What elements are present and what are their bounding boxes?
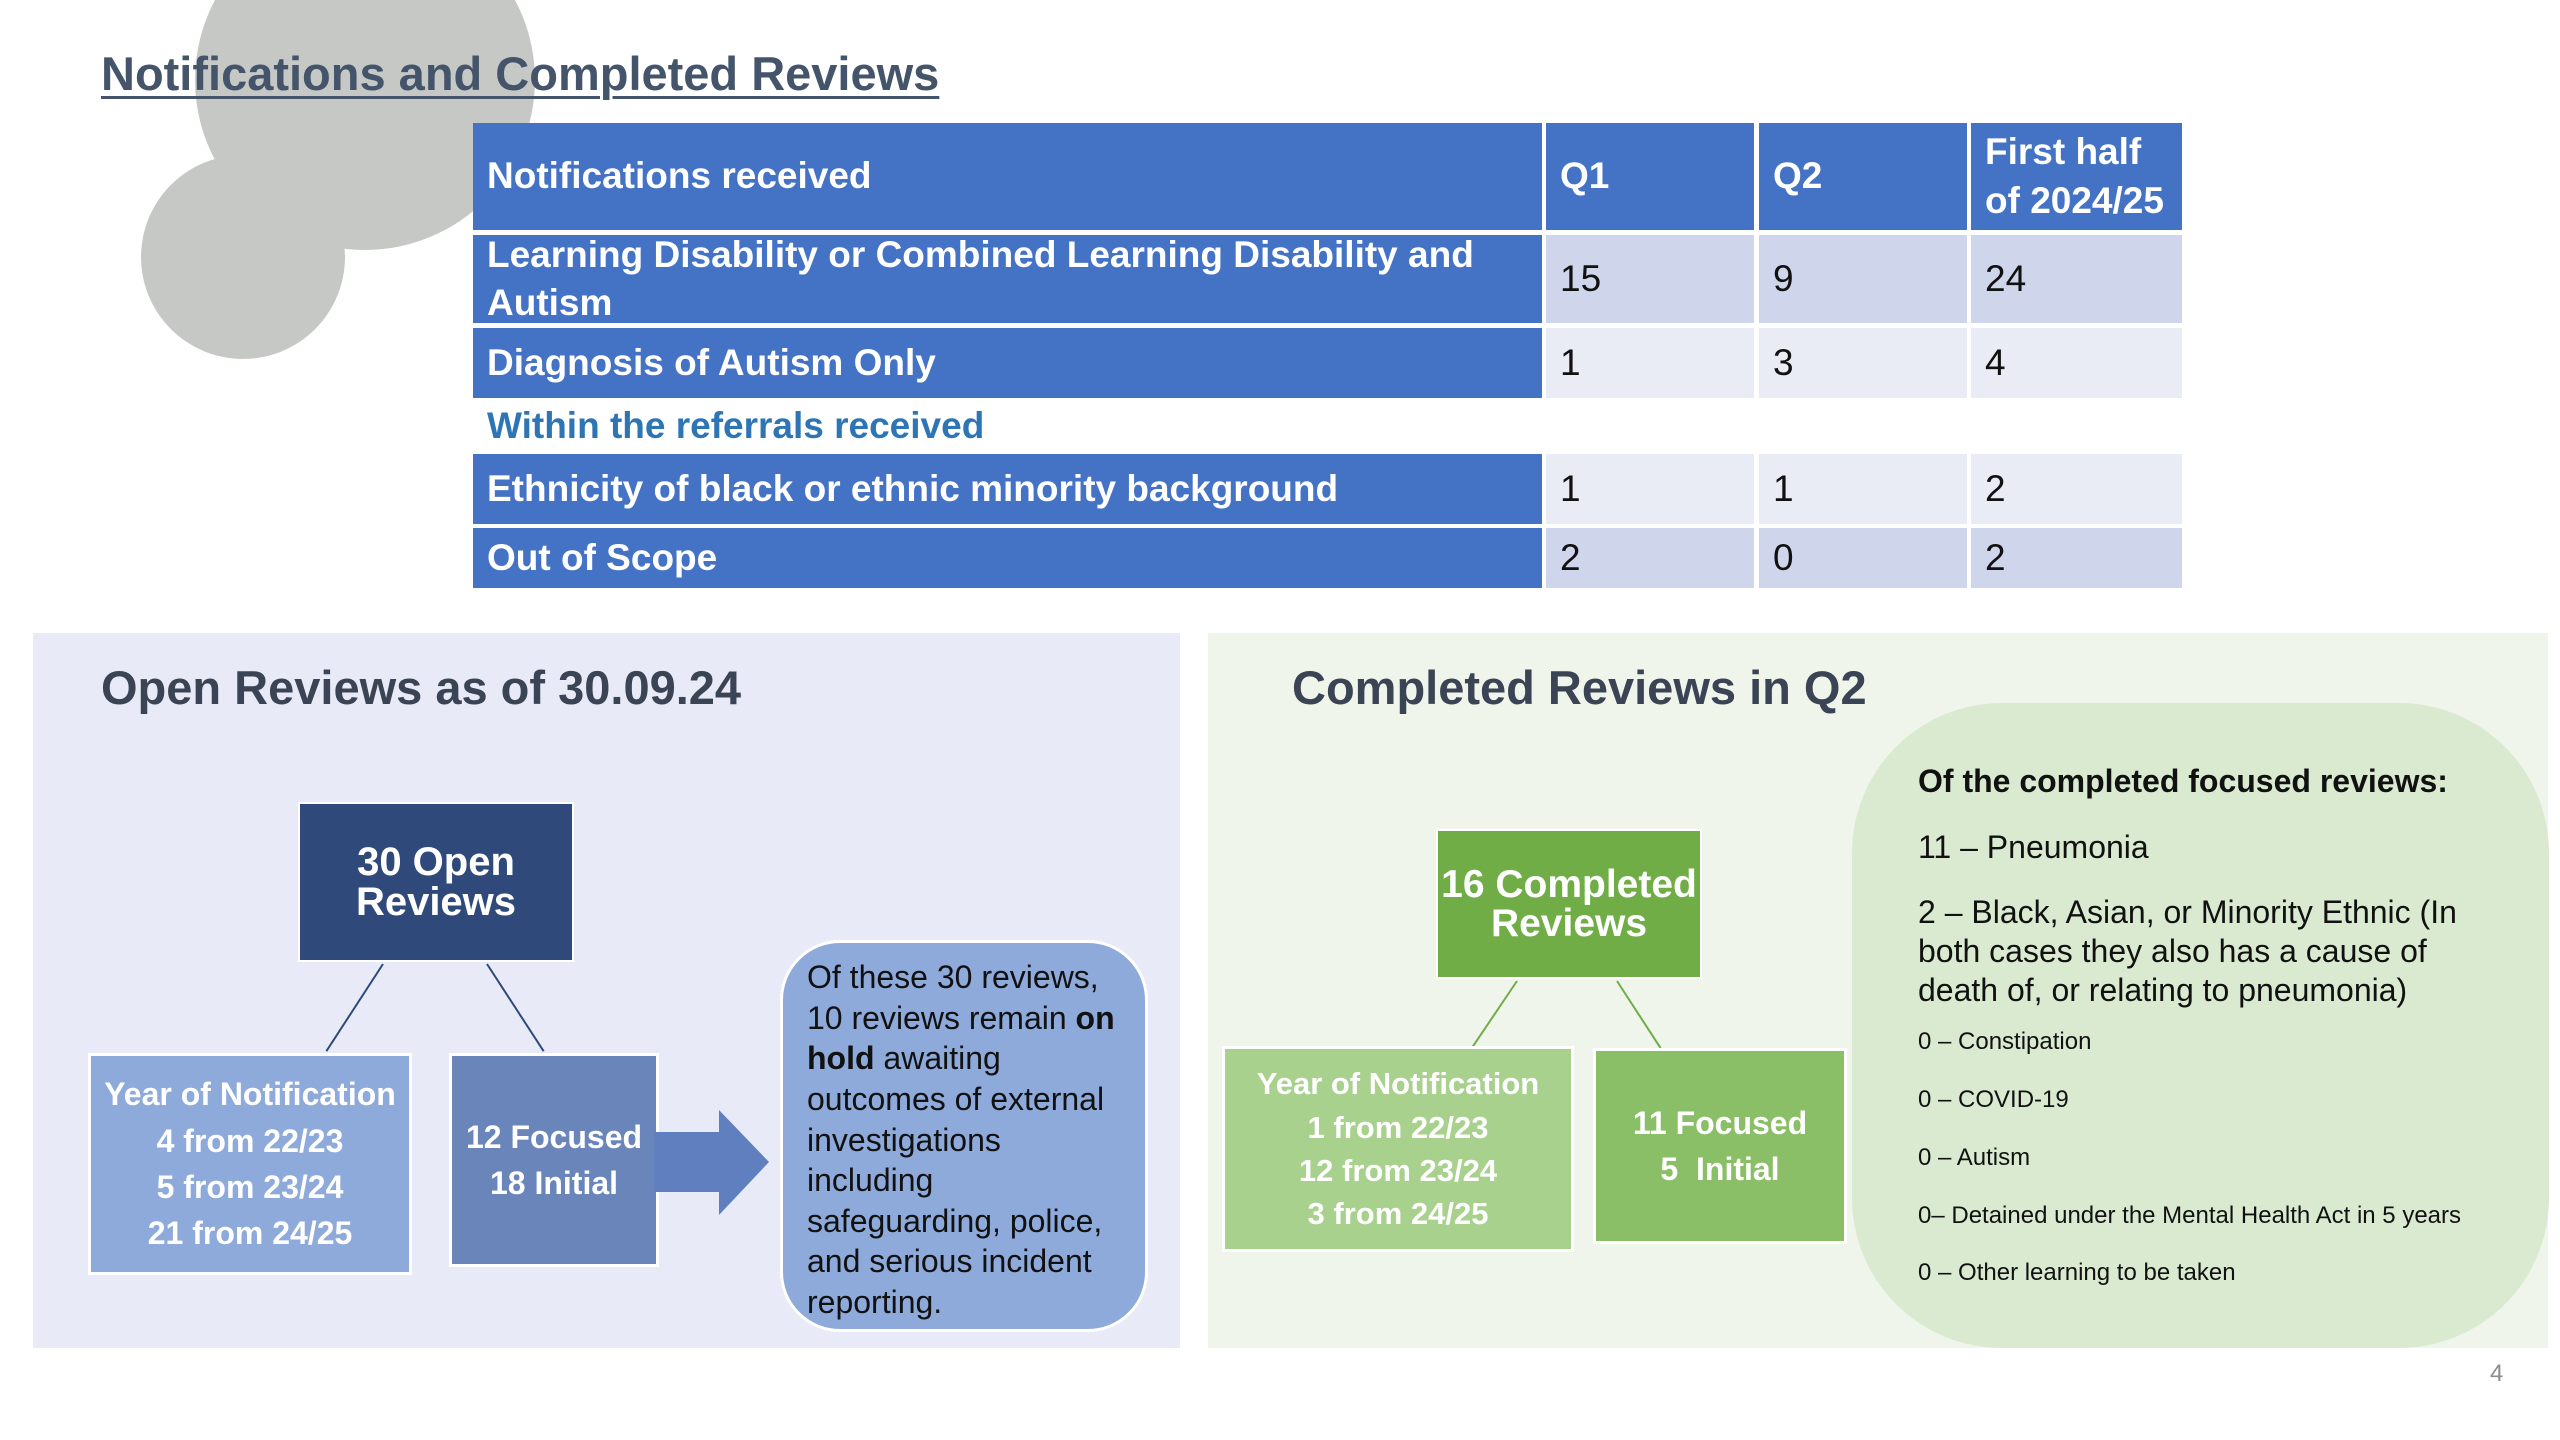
focused-count: 12 Focused <box>465 1118 643 1155</box>
table-cell-half: 2 <box>1971 454 2182 524</box>
note-item: 0– Detained under the Mental Health Act in 5 years <box>1918 1201 2461 1229</box>
note-text: Of these 30 reviews, 10 reviews remain <box>807 959 1099 1036</box>
completed-reviews-main-box <box>1436 829 1702 979</box>
right-arrow-icon <box>654 1110 769 1215</box>
completed-reviews-count: 16 Completed Reviews <box>1441 863 1697 945</box>
open-type-box <box>449 1053 659 1267</box>
year-line: 4 from 22/23 <box>156 1122 344 1159</box>
table-header-q2: Q2 <box>1759 123 1967 230</box>
decorative-circle-small <box>141 155 345 359</box>
table-cell-q2: 0 <box>1759 528 1967 588</box>
year-line: 3 from 24/25 <box>1307 1196 1489 1232</box>
year-line: 1 from 22/23 <box>1307 1109 1489 1145</box>
table-cell-q1: 1 <box>1546 454 1754 524</box>
note-item: 0 – Autism <box>1918 1143 2031 1171</box>
table-subheading: Within the referrals received <box>487 404 985 446</box>
completed-type-box <box>1593 1048 1847 1244</box>
note-item: 0 – Constipation <box>1918 1028 2092 1056</box>
open-year-box <box>88 1053 412 1275</box>
page-title: Notifications and Completed Reviews <box>101 47 940 100</box>
initial-count: 18 Initial <box>489 1165 619 1201</box>
table-row-label: Ethnicity of black or ethnic minority background <box>473 454 1542 524</box>
completed-year-box <box>1222 1046 1574 1252</box>
note-item: 2 – Black, Asian, or Minority Ethnic (In both cases they also has a cause of death of, or relating to pneumonia) <box>1918 894 2457 1009</box>
table-cell-half: 2 <box>1971 528 2182 588</box>
table-header-first-half: First half of 2024/25 <box>1971 123 2182 230</box>
open-reviews-note <box>780 940 1148 1332</box>
table-row-label: Out of Scope <box>473 528 1542 588</box>
focused-count: 11 Focused <box>1632 1104 1808 1141</box>
table-cell-q2: 1 <box>1759 454 1967 524</box>
open-reviews-main-box <box>298 802 574 962</box>
table-row-label: Diagnosis of Autism Only <box>473 328 1542 398</box>
open-reviews-title: Open Reviews as of 30.09.24 <box>101 661 742 714</box>
table-row-label: Learning Disability or Combined Learning Disability and Autism <box>473 235 1542 323</box>
year-line: 12 from 23/24 <box>1298 1153 1498 1188</box>
note-item: 0 – COVID-19 <box>1918 1085 2069 1113</box>
note-item: 11 – Pneumonia <box>1918 829 2149 865</box>
table-cell-q2: 3 <box>1759 328 1967 398</box>
note-heading: Of the completed focused reviews: <box>1918 763 2448 799</box>
year-line: 5 from 23/24 <box>156 1169 344 1205</box>
note-bold-text: on hold <box>807 999 1115 1077</box>
year-heading: Year of Notification <box>1256 1066 1540 1102</box>
table-header-q1: Q1 <box>1546 123 1754 230</box>
note-item: 0 – Other learning to be taken <box>1918 1259 2236 1287</box>
table-cell-q1: 1 <box>1546 328 1754 398</box>
note-text: awaiting outcomes of external investigations including safeguarding, police, and serious incident reporting. <box>807 1040 1105 1320</box>
initial-count: 5 Initial <box>1660 1151 1780 1187</box>
table-cell-q1: 2 <box>1546 528 1754 588</box>
page-number: 4 <box>2490 1360 2504 1387</box>
table-cell-half: 24 <box>1971 235 2182 323</box>
year-heading: Year of Notification <box>104 1076 396 1113</box>
year-line: 21 from 24/25 <box>147 1215 353 1252</box>
open-reviews-count: 30 Open Reviews <box>355 840 517 924</box>
completed-reviews-title: Completed Reviews in Q2 <box>1292 661 1867 714</box>
table-cell-q2: 9 <box>1759 235 1967 323</box>
table-cell-q1: 15 <box>1546 235 1754 323</box>
table-cell-half: 4 <box>1971 328 2182 398</box>
completed-reviews-note <box>1852 703 2549 1348</box>
table-header-notifications: Notifications received <box>473 123 1542 230</box>
